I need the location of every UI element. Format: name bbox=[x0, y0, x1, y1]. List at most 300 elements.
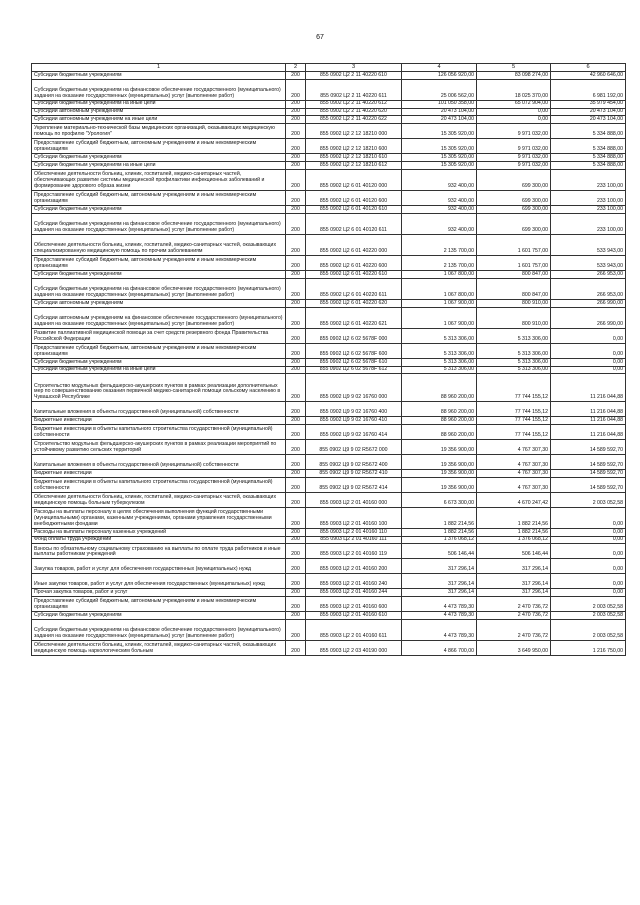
table-cell-approved: 317 296,14 bbox=[402, 574, 477, 589]
table-cell-executed: 65 072 904,00 bbox=[477, 100, 551, 108]
table-row bbox=[32, 343, 626, 358]
table-cell-line-code: 200 bbox=[286, 402, 306, 417]
table-row bbox=[32, 169, 626, 190]
table-row bbox=[32, 154, 626, 162]
table-cell-classification: 855 0902 Ц2 6 01 40220 611 bbox=[306, 278, 402, 299]
table-cell-unexecuted: 11 216 044,88 bbox=[551, 402, 626, 417]
table-cell-unexecuted: 0,00 bbox=[551, 589, 626, 597]
table-row bbox=[32, 469, 626, 477]
table-cell-classification: 855 0902 Ц2 2 11 40220 612 bbox=[306, 100, 402, 108]
table-cell-classification: 855 0903 Ц2 2 01 40160 110 bbox=[306, 528, 402, 536]
table-row bbox=[32, 425, 626, 440]
table-cell-executed: 2 470 736,72 bbox=[477, 612, 551, 620]
table-cell-line-code: 200 bbox=[286, 574, 306, 589]
table-cell-classification: 855 0902 Ц2 6 01 40220 610 bbox=[306, 271, 402, 279]
table-cell-unexecuted: 2 003 052,58 bbox=[551, 597, 626, 612]
table-cell-line-code: 200 bbox=[286, 256, 306, 271]
table-cell-line-code: 200 bbox=[286, 528, 306, 536]
table-cell-classification: 855 0903 Ц2 2 01 40160 119 bbox=[306, 544, 402, 559]
table-cell-approved: 20 473 104,00 bbox=[402, 108, 477, 116]
table-cell-executed: 1 601 757,00 bbox=[477, 234, 551, 255]
table-row bbox=[32, 477, 626, 492]
table-cell-classification: 855 0902 Ц2 6 01 40220 000 bbox=[306, 234, 402, 255]
table-cell-classification: 855 0903 Ц2 2 01 40160 244 bbox=[306, 589, 402, 597]
table-cell-unexecuted: 0,00 bbox=[551, 544, 626, 559]
table-cell-unexecuted: 5 334 888,00 bbox=[551, 139, 626, 154]
column-header: 5 bbox=[477, 64, 551, 72]
table-row bbox=[32, 454, 626, 469]
table-cell-classification: 855 0902 Ц2 6 02 5678F 000 bbox=[306, 328, 402, 343]
table-cell-classification: 855 0902 Ц9 9 02 R5672 400 bbox=[306, 454, 402, 469]
table-cell-line-code: 200 bbox=[286, 154, 306, 162]
table-cell-executed: 3 649 950,00 bbox=[477, 641, 551, 656]
table-cell-executed: 800 910,00 bbox=[477, 299, 551, 307]
table-cell-name: Субсидии бюджетным учреждениям bbox=[32, 71, 286, 79]
table-row bbox=[32, 366, 626, 374]
table-row bbox=[32, 278, 626, 299]
table-cell-approved: 317 296,14 bbox=[402, 589, 477, 597]
table-cell-executed: 699 300,00 bbox=[477, 205, 551, 213]
table-cell-classification: 855 0902 Ц9 9 02 R5672 410 bbox=[306, 469, 402, 477]
table-cell-executed: 5 313 306,00 bbox=[477, 328, 551, 343]
table-cell-line-code: 200 bbox=[286, 374, 306, 402]
table-cell-line-code: 200 bbox=[286, 328, 306, 343]
table-cell-classification: 855 0902 Ц9 9 02 16760 400 bbox=[306, 402, 402, 417]
table-cell-name: Субсидии бюджетным учреждениям на финансовое обеспечение государственного (муниципального) задания на оказание государственных (муниципальных) услуг (выполнение работ) bbox=[32, 619, 286, 640]
table-row bbox=[32, 612, 626, 620]
table-cell-approved: 932 400,00 bbox=[402, 213, 477, 234]
table-cell-unexecuted: 11 216 044,88 bbox=[551, 425, 626, 440]
table-cell-executed: 5 313 306,00 bbox=[477, 366, 551, 374]
table-row bbox=[32, 402, 626, 417]
table-cell-unexecuted: 0,00 bbox=[551, 559, 626, 574]
table-cell-unexecuted: 2 003 052,58 bbox=[551, 619, 626, 640]
table-cell-executed: 4 767 307,30 bbox=[477, 454, 551, 469]
table-cell-approved: 20 473 104,00 bbox=[402, 116, 477, 124]
table-cell-line-code: 200 bbox=[286, 124, 306, 139]
table-cell-name: Прочая закупка товаров, работ и услуг bbox=[32, 589, 286, 597]
table-header-row bbox=[32, 64, 626, 72]
table-cell-classification: 855 0903 Ц2 2 01 40160 100 bbox=[306, 507, 402, 528]
table-cell-executed: 77 744 155,12 bbox=[477, 374, 551, 402]
table-cell-executed: 0,00 bbox=[477, 116, 551, 124]
table-cell-name: Субсидии бюджетным учреждениям на иные цели bbox=[32, 161, 286, 169]
table-cell-line-code: 200 bbox=[286, 234, 306, 255]
table-row bbox=[32, 307, 626, 328]
table-cell-approved: 506 146,44 bbox=[402, 544, 477, 559]
table-cell-executed: 1 601 757,00 bbox=[477, 256, 551, 271]
table-cell-approved: 101 050 358,00 bbox=[402, 100, 477, 108]
table-cell-executed: 0,00 bbox=[477, 108, 551, 116]
table-row bbox=[32, 124, 626, 139]
table-cell-name: Субсидии автономным учреждениям на иные цели bbox=[32, 116, 286, 124]
table-cell-name: Бюджетные инвестиции bbox=[32, 469, 286, 477]
table-cell-line-code: 200 bbox=[286, 440, 306, 455]
table-cell-executed: 2 470 736,72 bbox=[477, 619, 551, 640]
table-cell-unexecuted: 2 003 052,58 bbox=[551, 492, 626, 507]
table-cell-name: Субсидии автономным учреждениям bbox=[32, 299, 286, 307]
table-cell-unexecuted: 0,00 bbox=[551, 574, 626, 589]
table-cell-name: Обеспечение деятельности больниц, клиник, госпиталей, медико-санитарных частей, оказывающих медицинскую помощь больным туберкулезом bbox=[32, 492, 286, 507]
table-cell-executed: 800 847,00 bbox=[477, 278, 551, 299]
table-cell-name: Развитие паллиативной медицинской помощи за счет средств резервного фонда Правительства Российской Федерации bbox=[32, 328, 286, 343]
table-cell-unexecuted: 14 589 592,70 bbox=[551, 469, 626, 477]
table-cell-line-code: 200 bbox=[286, 544, 306, 559]
table-cell-line-code: 200 bbox=[286, 619, 306, 640]
table-cell-classification: 855 0902 Ц2 2 11 40220 620 bbox=[306, 108, 402, 116]
table-row bbox=[32, 108, 626, 116]
table-cell-classification: 855 0903 Ц2 2 01 40160 000 bbox=[306, 492, 402, 507]
table-cell-executed: 317 296,14 bbox=[477, 574, 551, 589]
table-cell-name: Субсидии автономным учреждениям на финансовое обеспечение государственного (муниципального) задания на оказание государственных (муниципальных) услуг (выполнение работ) bbox=[32, 307, 286, 328]
table-cell-name: Обеспечение деятельности больниц, клиник, госпиталей, медико-санитарных частей, оказывающих медицинскую помощь наркологическим больным bbox=[32, 641, 286, 656]
table-cell-approved: 88 960 200,00 bbox=[402, 425, 477, 440]
table-cell-classification: 855 0902 Ц2 2 12 18210 610 bbox=[306, 154, 402, 162]
table-cell-unexecuted: 533 943,00 bbox=[551, 234, 626, 255]
table-row bbox=[32, 358, 626, 366]
table-cell-classification: 855 0902 Ц2 6 02 5678F 612 bbox=[306, 366, 402, 374]
table-cell-line-code: 200 bbox=[286, 79, 306, 100]
table-cell-executed: 4 767 307,30 bbox=[477, 469, 551, 477]
table-cell-executed: 2 470 736,72 bbox=[477, 597, 551, 612]
column-header: 4 bbox=[402, 64, 477, 72]
table-cell-name: Субсидии бюджетным учреждениям на финансовое обеспечение государственного (муниципального) задания на оказание государственных (муниципальных) услуг (выполнение работ) bbox=[32, 278, 286, 299]
table-cell-unexecuted: 266 953,00 bbox=[551, 271, 626, 279]
table-cell-classification: 855 0903 Ц2 2 03 40190 000 bbox=[306, 641, 402, 656]
table-cell-name: Субсидии бюджетным учреждениям на финансовое обеспечение государственного (муниципального) задания на оказание государственных (муниципальных) услуг (выполнение работ) bbox=[32, 213, 286, 234]
table-cell-classification: 855 0902 Ц9 9 02 16760 414 bbox=[306, 425, 402, 440]
table-cell-classification: 855 0902 Ц2 2 12 18210 000 bbox=[306, 124, 402, 139]
table-cell-name: Предоставление субсидий бюджетным, автономным учреждениям и иным некоммерческим организациям bbox=[32, 256, 286, 271]
table-cell-executed: 699 300,00 bbox=[477, 190, 551, 205]
table-cell-line-code: 200 bbox=[286, 299, 306, 307]
table-cell-name: Предоставление субсидий бюджетным, автономным учреждениям и иным некоммерческим организациям bbox=[32, 190, 286, 205]
table-cell-approved: 1 067 900,00 bbox=[402, 299, 477, 307]
table-cell-classification: 855 0902 Ц2 6 02 5678F 610 bbox=[306, 358, 402, 366]
table-cell-line-code: 200 bbox=[286, 100, 306, 108]
table-cell-classification: 855 0903 Ц2 2 01 40160 200 bbox=[306, 559, 402, 574]
table-cell-classification: 855 0902 Ц2 6 02 5678F 600 bbox=[306, 343, 402, 358]
table-cell-approved: 19 356 900,00 bbox=[402, 440, 477, 455]
table-cell-line-code: 200 bbox=[286, 417, 306, 425]
table-cell-approved: 4 473 789,30 bbox=[402, 612, 477, 620]
table-row bbox=[32, 213, 626, 234]
table-row bbox=[32, 161, 626, 169]
table-cell-unexecuted: 0,00 bbox=[551, 366, 626, 374]
column-header: 2 bbox=[286, 64, 306, 72]
table-cell-unexecuted: 233 100,00 bbox=[551, 190, 626, 205]
table-cell-line-code: 200 bbox=[286, 213, 306, 234]
table-cell-approved: 317 296,14 bbox=[402, 559, 477, 574]
table-cell-line-code: 200 bbox=[286, 425, 306, 440]
table-cell-name: Субсидии бюджетным учреждениям на финансовое обеспечение государственного (муниципального) задания на оказание государственных (муниципальных) услуг (выполнение работ) bbox=[32, 79, 286, 100]
table-cell-approved: 5 313 306,00 bbox=[402, 366, 477, 374]
table-cell-name: Субсидии бюджетным учреждениям на иные цели bbox=[32, 100, 286, 108]
table-cell-unexecuted: 6 981 192,00 bbox=[551, 79, 626, 100]
table-cell-approved: 126 056 920,00 bbox=[402, 71, 477, 79]
table-cell-approved: 1 882 214,56 bbox=[402, 528, 477, 536]
table-cell-executed: 18 025 370,00 bbox=[477, 79, 551, 100]
table-cell-classification: 855 0902 Ц2 6 01 40220 621 bbox=[306, 307, 402, 328]
table-cell-approved: 15 305 920,00 bbox=[402, 154, 477, 162]
table-cell-approved: 2 135 700,00 bbox=[402, 234, 477, 255]
table-cell-name: Бюджетные инвестиции в объекты капитального строительства государственной (муниципальной) собственности bbox=[32, 477, 286, 492]
table-cell-executed: 9 971 032,00 bbox=[477, 154, 551, 162]
table-cell-classification: 855 0903 Ц2 2 01 40160 600 bbox=[306, 597, 402, 612]
table-row bbox=[32, 79, 626, 100]
table-cell-executed: 1 882 214,56 bbox=[477, 528, 551, 536]
table-cell-classification: 855 0902 Ц2 6 01 40120 600 bbox=[306, 190, 402, 205]
table-cell-line-code: 200 bbox=[286, 358, 306, 366]
table-cell-classification: 855 0903 Ц2 2 01 40160 111 bbox=[306, 536, 402, 544]
table-cell-unexecuted: 266 990,00 bbox=[551, 299, 626, 307]
table-row bbox=[32, 116, 626, 124]
table-cell-name: Предоставление субсидий бюджетным, автономным учреждениям и иным некоммерческим организациям bbox=[32, 139, 286, 154]
table-cell-unexecuted: 20 473 104,00 bbox=[551, 116, 626, 124]
table-row bbox=[32, 492, 626, 507]
table-row bbox=[32, 100, 626, 108]
table-cell-line-code: 200 bbox=[286, 641, 306, 656]
table-cell-line-code: 200 bbox=[286, 492, 306, 507]
table-cell-approved: 1 067 800,00 bbox=[402, 271, 477, 279]
table-cell-classification: 855 0903 Ц2 2 01 40160 611 bbox=[306, 619, 402, 640]
table-cell-line-code: 200 bbox=[286, 271, 306, 279]
table-cell-line-code: 200 bbox=[286, 469, 306, 477]
table-row bbox=[32, 507, 626, 528]
table-cell-executed: 4 767 307,30 bbox=[477, 477, 551, 492]
table-cell-classification: 855 0902 Ц2 2 12 18210 600 bbox=[306, 139, 402, 154]
table-cell-classification: 855 0902 Ц2 2 11 40220 611 bbox=[306, 79, 402, 100]
table-cell-line-code: 200 bbox=[286, 278, 306, 299]
table-cell-executed: 800 910,00 bbox=[477, 307, 551, 328]
table-cell-executed: 800 847,00 bbox=[477, 271, 551, 279]
table-row bbox=[32, 271, 626, 279]
table-cell-unexecuted: 0,00 bbox=[551, 507, 626, 528]
table-cell-name: Субсидии бюджетным учреждениям bbox=[32, 271, 286, 279]
table-cell-approved: 1 067 900,00 bbox=[402, 307, 477, 328]
table-cell-executed: 5 313 306,00 bbox=[477, 358, 551, 366]
table-cell-unexecuted: 5 334 888,00 bbox=[551, 124, 626, 139]
table-row bbox=[32, 299, 626, 307]
table-cell-executed: 1 376 068,12 bbox=[477, 536, 551, 544]
table-cell-executed: 699 300,00 bbox=[477, 169, 551, 190]
table-row bbox=[32, 139, 626, 154]
table-cell-approved: 1 376 068,12 bbox=[402, 536, 477, 544]
table-cell-classification: 855 0902 Ц2 6 01 40220 620 bbox=[306, 299, 402, 307]
table-row bbox=[32, 619, 626, 640]
table-cell-line-code: 200 bbox=[286, 454, 306, 469]
table-cell-line-code: 200 bbox=[286, 169, 306, 190]
table-row bbox=[32, 536, 626, 544]
table-row bbox=[32, 417, 626, 425]
table-row bbox=[32, 589, 626, 597]
table-row bbox=[32, 597, 626, 612]
table-cell-name: Капитальные вложения в объекты государственной (муниципальной) собственности bbox=[32, 402, 286, 417]
table-cell-name: Субсидии автономным учреждениям bbox=[32, 108, 286, 116]
table-cell-approved: 6 673 300,00 bbox=[402, 492, 477, 507]
table-cell-line-code: 200 bbox=[286, 559, 306, 574]
table-cell-name: Субсидии бюджетным учреждениям bbox=[32, 612, 286, 620]
table-cell-name: Обеспечение деятельности больниц, клиник, госпиталей, медико-санитарных частей, обеспечивающих развитие системы медицинской профилактики инфекционных заболеваний и формирование здорового образа жизни bbox=[32, 169, 286, 190]
column-header: 1 bbox=[32, 64, 286, 72]
table-cell-line-code: 200 bbox=[286, 589, 306, 597]
table-cell-approved: 932 400,00 bbox=[402, 190, 477, 205]
table-row bbox=[32, 559, 626, 574]
table-cell-line-code: 200 bbox=[286, 190, 306, 205]
table-cell-line-code: 200 bbox=[286, 108, 306, 116]
table-cell-approved: 932 400,00 bbox=[402, 169, 477, 190]
table-cell-unexecuted: 233 100,00 bbox=[551, 213, 626, 234]
table-cell-executed: 317 296,14 bbox=[477, 559, 551, 574]
table-cell-approved: 5 313 306,00 bbox=[402, 358, 477, 366]
table-row bbox=[32, 574, 626, 589]
table-cell-name: Предоставление субсидий бюджетным, автономным учреждениям и иным некоммерческим организациям bbox=[32, 343, 286, 358]
table-cell-approved: 4 866 700,00 bbox=[402, 641, 477, 656]
table-row bbox=[32, 190, 626, 205]
table-cell-unexecuted: 42 960 646,00 bbox=[551, 71, 626, 79]
table-cell-unexecuted: 14 589 592,70 bbox=[551, 477, 626, 492]
table-row bbox=[32, 234, 626, 255]
table-cell-classification: 855 0903 Ц2 2 01 40160 240 bbox=[306, 574, 402, 589]
table-cell-approved: 19 356 900,00 bbox=[402, 477, 477, 492]
table-cell-unexecuted: 233 100,00 bbox=[551, 205, 626, 213]
table-cell-classification: 855 0903 Ц2 2 01 40160 610 bbox=[306, 612, 402, 620]
table-cell-line-code: 200 bbox=[286, 612, 306, 620]
table-cell-executed: 506 146,44 bbox=[477, 544, 551, 559]
table-cell-unexecuted: 5 334 888,00 bbox=[551, 154, 626, 162]
table-cell-name: Строительство модульных фельдшерско-акушерских пунктов в рамках реализации мероприятий по устойчивому развитию сельских территорий bbox=[32, 440, 286, 455]
table-cell-name: Бюджетные инвестиции в объекты капитального строительства государственной (муниципальной) собственности bbox=[32, 425, 286, 440]
table-cell-executed: 1 882 214,56 bbox=[477, 507, 551, 528]
table-cell-approved: 4 473 789,30 bbox=[402, 597, 477, 612]
table-cell-approved: 19 356 900,00 bbox=[402, 454, 477, 469]
table-cell-approved: 88 960 200,00 bbox=[402, 402, 477, 417]
column-header: 3 bbox=[306, 64, 402, 72]
table-cell-unexecuted: 266 990,00 bbox=[551, 307, 626, 328]
table-cell-unexecuted: 1 216 750,00 bbox=[551, 641, 626, 656]
table-cell-executed: 4 670 247,42 bbox=[477, 492, 551, 507]
table-cell-name: Капитальные вложения в объекты государственной (муниципальной) собственности bbox=[32, 454, 286, 469]
budget-table bbox=[31, 63, 626, 656]
table-cell-executed: 9 971 032,00 bbox=[477, 161, 551, 169]
table-cell-unexecuted: 20 473 104,00 bbox=[551, 108, 626, 116]
table-cell-name: Укрепление материально-технической базы медицинских организаций, оказывающих медицинскую помощь по профилю "Урология" bbox=[32, 124, 286, 139]
table-cell-classification: 855 0902 Ц2 6 01 40120 610 bbox=[306, 205, 402, 213]
table-cell-line-code: 200 bbox=[286, 71, 306, 79]
table-cell-executed: 77 744 155,12 bbox=[477, 425, 551, 440]
table-cell-classification: 855 0902 Ц9 9 02 16760 410 bbox=[306, 417, 402, 425]
table-cell-line-code: 200 bbox=[286, 116, 306, 124]
table-row bbox=[32, 205, 626, 213]
table-cell-unexecuted: 233 100,00 bbox=[551, 169, 626, 190]
table-cell-executed: 9 971 032,00 bbox=[477, 124, 551, 139]
table-cell-approved: 5 313 306,00 bbox=[402, 343, 477, 358]
table-cell-name: Расходы на выплаты персоналу в целях обеспечения выполнения функций государственными (муниципальными) органами, казенными учреждениями, органами управления государственными внебюджетными фондами bbox=[32, 507, 286, 528]
table-cell-classification: 855 0902 Ц2 2 12 18210 612 bbox=[306, 161, 402, 169]
table-cell-executed: 4 767 307,30 bbox=[477, 440, 551, 455]
table-cell-approved: 2 135 700,00 bbox=[402, 256, 477, 271]
table-cell-name: Закупка товаров, работ и услуг для обеспечения государственных (муниципальных) нужд bbox=[32, 559, 286, 574]
table-row bbox=[32, 544, 626, 559]
table-cell-classification: 855 0902 Ц2 6 01 40220 600 bbox=[306, 256, 402, 271]
table-cell-unexecuted: 14 589 592,70 bbox=[551, 454, 626, 469]
table-cell-approved: 88 960 200,00 bbox=[402, 374, 477, 402]
table-cell-unexecuted: 0,00 bbox=[551, 528, 626, 536]
table-cell-approved: 15 305 920,00 bbox=[402, 124, 477, 139]
table-cell-name: Субсидии бюджетным учреждениям bbox=[32, 358, 286, 366]
table-cell-approved: 25 006 562,00 bbox=[402, 79, 477, 100]
table-cell-name: Субсидии бюджетным учреждениям bbox=[32, 154, 286, 162]
table-cell-executed: 83 098 274,00 bbox=[477, 71, 551, 79]
table-cell-unexecuted: 14 589 592,70 bbox=[551, 440, 626, 455]
table-cell-line-code: 200 bbox=[286, 161, 306, 169]
table-cell-name: Иные закупки товаров, работ и услуг для обеспечения государственных (муниципальных) нужд bbox=[32, 574, 286, 589]
table-cell-unexecuted: 0,00 bbox=[551, 343, 626, 358]
table-cell-approved: 1 067 800,00 bbox=[402, 278, 477, 299]
table-cell-name: Субсидии бюджетным учреждениям bbox=[32, 205, 286, 213]
table-row bbox=[32, 71, 626, 79]
table-cell-approved: 1 882 214,56 bbox=[402, 507, 477, 528]
table-cell-approved: 5 313 306,00 bbox=[402, 328, 477, 343]
table-cell-line-code: 200 bbox=[286, 139, 306, 154]
table-cell-line-code: 200 bbox=[286, 597, 306, 612]
table-cell-line-code: 200 bbox=[286, 343, 306, 358]
page-number: 67 bbox=[316, 34, 324, 41]
table-cell-line-code: 200 bbox=[286, 477, 306, 492]
table-cell-approved: 15 305 920,00 bbox=[402, 139, 477, 154]
table-cell-unexecuted: 0,00 bbox=[551, 328, 626, 343]
table-cell-name: Субсидии бюджетным учреждениям на иные цели bbox=[32, 366, 286, 374]
table-cell-executed: 9 971 032,00 bbox=[477, 139, 551, 154]
table-row bbox=[32, 374, 626, 402]
table-row bbox=[32, 641, 626, 656]
table-row bbox=[32, 528, 626, 536]
table-cell-line-code: 200 bbox=[286, 507, 306, 528]
table-cell-approved: 19 356 900,00 bbox=[402, 469, 477, 477]
table-cell-unexecuted: 266 953,00 bbox=[551, 278, 626, 299]
table-cell-classification: 855 0902 Ц2 2 11 40220 622 bbox=[306, 116, 402, 124]
table-cell-executed: 77 744 155,12 bbox=[477, 417, 551, 425]
table-cell-unexecuted: 11 216 044,88 bbox=[551, 417, 626, 425]
column-header: 6 bbox=[551, 64, 626, 72]
table-cell-unexecuted: 533 943,00 bbox=[551, 256, 626, 271]
table-cell-unexecuted: 35 979 454,00 bbox=[551, 100, 626, 108]
table-cell-classification: 855 0902 Ц9 9 02 16760 000 bbox=[306, 374, 402, 402]
table-cell-classification: 855 0902 Ц2 6 01 40120 611 bbox=[306, 213, 402, 234]
table-cell-unexecuted: 2 003 052,58 bbox=[551, 612, 626, 620]
table-row bbox=[32, 440, 626, 455]
table-cell-name: Бюджетные инвестиции bbox=[32, 417, 286, 425]
table-cell-approved: 4 473 789,30 bbox=[402, 619, 477, 640]
table-cell-name: Предоставление субсидий бюджетным, автономным учреждениям и иным некоммерческим организациям bbox=[32, 597, 286, 612]
table-row bbox=[32, 256, 626, 271]
table-cell-name: Обеспечение деятельности больниц, клиник, госпиталей, медико-санитарных частей, оказывающих специализированную медицинскую помощь по прочим заболеваниям bbox=[32, 234, 286, 255]
table-cell-executed: 77 744 155,12 bbox=[477, 402, 551, 417]
table-cell-line-code: 200 bbox=[286, 366, 306, 374]
table-cell-executed: 699 300,00 bbox=[477, 213, 551, 234]
table-cell-line-code: 200 bbox=[286, 536, 306, 544]
table-cell-approved: 932 400,00 bbox=[402, 205, 477, 213]
table-cell-approved: 15 305 920,00 bbox=[402, 161, 477, 169]
table-cell-classification: 855 0902 Ц9 9 02 R5672 000 bbox=[306, 440, 402, 455]
table-cell-classification: 855 0902 Ц2 6 01 40120 000 bbox=[306, 169, 402, 190]
table-cell-approved: 88 960 200,00 bbox=[402, 417, 477, 425]
table-cell-classification: 855 0902 Ц9 9 02 R5672 414 bbox=[306, 477, 402, 492]
table-cell-name: Фонд оплаты труда учреждений bbox=[32, 536, 286, 544]
table-cell-unexecuted: 0,00 bbox=[551, 358, 626, 366]
table-cell-unexecuted: 0,00 bbox=[551, 536, 626, 544]
table-cell-executed: 317 296,14 bbox=[477, 589, 551, 597]
